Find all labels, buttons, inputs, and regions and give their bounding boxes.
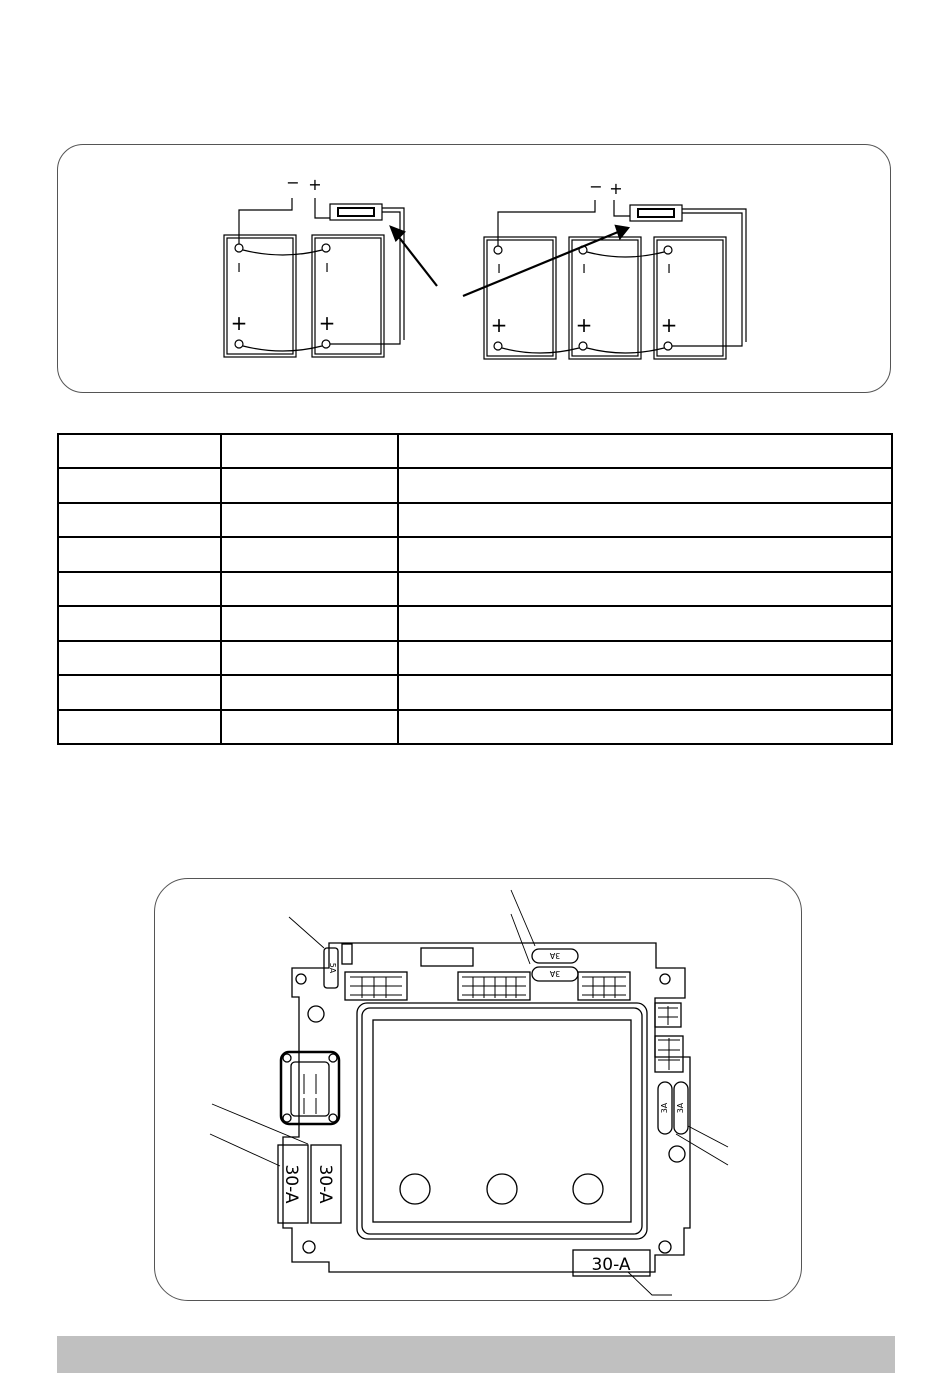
svg-text:+: + (318, 311, 336, 335)
right-negative-sign: − (589, 177, 603, 196)
svg-text:+: + (660, 313, 678, 337)
fuse-5a-label: 5A (328, 962, 337, 974)
svg-text:I: I (497, 262, 501, 276)
left-negative-sign: − (286, 173, 300, 192)
fuse-30a-label-2: 30-A (315, 1164, 335, 1204)
right-positive-sign: + (609, 179, 623, 198)
board-outline (283, 943, 690, 1272)
fuse-3a-label-1: 3A (549, 951, 561, 960)
left-positive-sign: + (308, 175, 322, 194)
svg-text:+: + (490, 313, 508, 337)
svg-text:I: I (325, 261, 329, 275)
svg-text:+: + (230, 311, 248, 335)
fuse-30a-label-1: 30-A (281, 1164, 301, 1204)
footer-bar (57, 1336, 895, 1373)
svg-text:I: I (667, 262, 671, 276)
fuse-3a-label-4: 3A (676, 1102, 685, 1114)
fuse-3a-label-2: 3A (549, 969, 561, 978)
svg-text:I: I (237, 261, 241, 275)
svg-text:I: I (582, 262, 586, 276)
fuse-3a-label-3: 3A (660, 1102, 669, 1114)
svg-text:+: + (575, 313, 593, 337)
fuse-30a-label-3: 30-A (591, 1255, 631, 1275)
relay (281, 1052, 339, 1124)
